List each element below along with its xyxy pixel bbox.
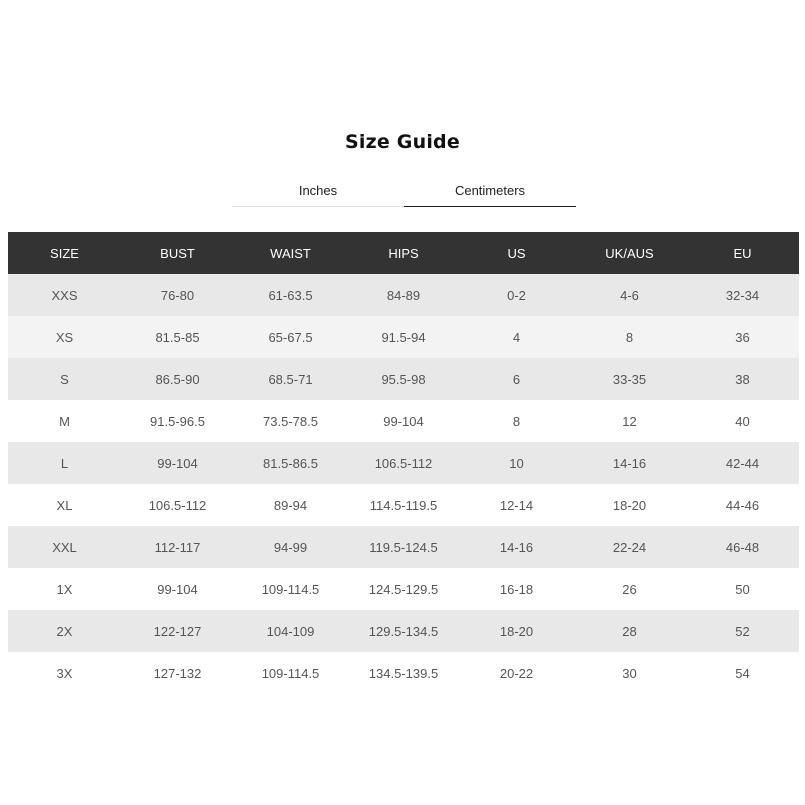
column-header-size: SIZE [8,232,121,274]
table-cell: 106.5-112 [121,484,234,526]
column-header-hips: HIPS [347,232,460,274]
table-cell: 65-67.5 [234,316,347,358]
column-header-uk-aus: UK/AUS [573,232,686,274]
table-cell: 84-89 [347,274,460,316]
table-cell: 50 [686,568,799,610]
table-cell: 4 [460,316,573,358]
table-cell: 119.5-124.5 [347,526,460,568]
table-cell: 91.5-94 [347,316,460,358]
table-cell: 8 [460,400,573,442]
table-cell: 28 [573,610,686,652]
table-cell: 86.5-90 [121,358,234,400]
table-row [8,316,799,358]
table-cell: XXS [8,274,121,316]
table-cell: 129.5-134.5 [347,610,460,652]
table-row [8,400,799,442]
table-cell: M [8,400,121,442]
table-header-row [8,232,799,274]
table-cell: 22-24 [573,526,686,568]
table-cell: 52 [686,610,799,652]
table-cell: 94-99 [234,526,347,568]
table-cell: 6 [460,358,573,400]
table-cell: 46-48 [686,526,799,568]
table-cell: 8 [573,316,686,358]
table-cell: 12 [573,400,686,442]
table-cell: XXL [8,526,121,568]
table-row [8,652,799,694]
table-cell: 32-34 [686,274,799,316]
table-row [8,526,799,568]
table-cell: 99-104 [347,400,460,442]
column-header-waist: WAIST [234,232,347,274]
table-cell: 4-6 [573,274,686,316]
table-cell: 89-94 [234,484,347,526]
table-cell: 26 [573,568,686,610]
table-cell: 30 [573,652,686,694]
table-cell: 33-35 [573,358,686,400]
table-cell: 42-44 [686,442,799,484]
table-cell: 54 [686,652,799,694]
unit-tabs [232,176,576,208]
table-cell: 81.5-85 [121,316,234,358]
table-cell: 81.5-86.5 [234,442,347,484]
table-cell: 10 [460,442,573,484]
table-cell: 3X [8,652,121,694]
table-cell: XS [8,316,121,358]
table-cell: 18-20 [460,610,573,652]
table-cell: 104-109 [234,610,347,652]
table-cell: 134.5-139.5 [347,652,460,694]
table-cell: 12-14 [460,484,573,526]
table-cell: 61-63.5 [234,274,347,316]
table-cell: 106.5-112 [347,442,460,484]
table-cell: 1X [8,568,121,610]
table-cell: 112-117 [121,526,234,568]
page-title: Size Guide [345,131,460,153]
tab-centimeters[interactable]: Centimeters [404,176,576,207]
table-cell: 36 [686,316,799,358]
table-row [8,442,799,484]
table-row [8,358,799,400]
column-header-eu: EU [686,232,799,274]
table-cell: 99-104 [121,442,234,484]
table-cell: 127-132 [121,652,234,694]
table-cell: 14-16 [460,526,573,568]
table-cell: 109-114.5 [234,652,347,694]
table-row [8,568,799,610]
table-cell: 68.5-71 [234,358,347,400]
table-cell: 73.5-78.5 [234,400,347,442]
table-row [8,274,799,316]
table-cell: 0-2 [460,274,573,316]
table-cell: 95.5-98 [347,358,460,400]
table-cell: 16-18 [460,568,573,610]
size-table [8,232,799,694]
table-cell: 109-114.5 [234,568,347,610]
table-cell: 40 [686,400,799,442]
table-cell: 99-104 [121,568,234,610]
table-cell: 124.5-129.5 [347,568,460,610]
table-cell: 2X [8,610,121,652]
table-cell: 44-46 [686,484,799,526]
table-row [8,610,799,652]
column-header-us: US [460,232,573,274]
table-cell: 20-22 [460,652,573,694]
table-cell: XL [8,484,121,526]
table-row [8,484,799,526]
table-cell: 38 [686,358,799,400]
table-cell: 122-127 [121,610,234,652]
table-cell: 76-80 [121,274,234,316]
table-cell: L [8,442,121,484]
table-cell: S [8,358,121,400]
table-cell: 91.5-96.5 [121,400,234,442]
table-cell: 14-16 [573,442,686,484]
tab-inches[interactable]: Inches [232,176,404,207]
table-cell: 114.5-119.5 [347,484,460,526]
table-cell: 18-20 [573,484,686,526]
column-header-bust: BUST [121,232,234,274]
